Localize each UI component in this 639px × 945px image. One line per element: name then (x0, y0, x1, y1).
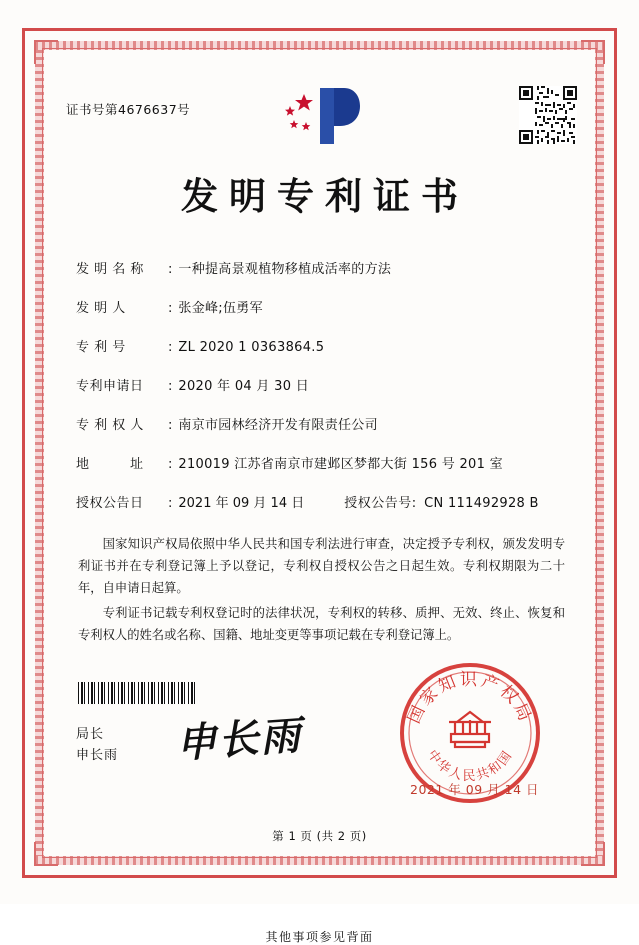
field-colon-2: : (411, 496, 417, 511)
corner-ornament-top-left (34, 40, 58, 64)
paragraph-2: 专利证书记载专利权登记时的法律状况，专利权的转移、质押、无效、终止、恢复和专利权人的姓名或名称、国籍、地址变更等事项记载在专利登记簿上。 (78, 606, 565, 642)
field-label: 专 利 权 人 (76, 418, 144, 433)
field-colon: : (168, 496, 173, 511)
qr-code-icon (519, 86, 577, 144)
cnipa-logo-icon (274, 84, 366, 148)
director-name-label: 申长雨 (76, 748, 119, 763)
field-value: 一种提高景观植物移植成活率的方法 (178, 262, 392, 277)
field-row-patent-number (76, 336, 571, 355)
field-label: 地 址 (76, 457, 144, 472)
corner-ornament-bottom-right (581, 842, 605, 866)
barcode (78, 682, 196, 704)
field-label: 发 明 名 称 (76, 262, 144, 277)
field-row-application-date (76, 375, 571, 394)
certificate-fields (58, 258, 581, 511)
field-row-invention-name (76, 258, 571, 277)
field-colon: : (168, 379, 173, 394)
paragraph-1: 国家知识产权局依照中华人民共和国专利法进行审查，决定授予专利权，颁发发明专利证书并在专利登记簿上予以登记，专利权自授权公告之日起生效。专利权期限为二十年，自申请日起算。 (78, 537, 565, 595)
page-indicator: 第 1 页 (共 2 页) (272, 829, 367, 843)
field-row-grant-announcement (76, 492, 571, 511)
field-value: 210019 江苏省南京市建邺区梦都大街 156 号 201 室 (178, 457, 503, 472)
field-row-address (76, 453, 571, 472)
handwritten-signature: 申长雨 (174, 711, 304, 768)
field-value: 南京市园林经济开发有限责任公司 (178, 418, 378, 433)
field-row-inventor (76, 297, 571, 316)
field-value: 张金峰;伍勇军 (178, 301, 263, 316)
certificate-content (58, 62, 581, 944)
legal-text (58, 533, 581, 646)
field-colon: : (168, 457, 173, 472)
field-label: 专利申请日 (76, 379, 144, 394)
field-colon: : (168, 418, 173, 433)
field-colon: : (168, 340, 173, 355)
corner-ornament-bottom-left (34, 842, 58, 866)
field-colon: : (168, 301, 173, 316)
field-colon: : (168, 262, 173, 277)
field-value-grant-date: 2021 年 09 月 14 日 (178, 496, 305, 511)
seal-date: 2021 年 09 月 14 日 (410, 782, 539, 797)
director-role-label: 局长 (76, 727, 105, 742)
svg-text:中华人民共和国: 中华人民共和国 (423, 747, 517, 784)
field-value: 2020 年 04 月 30 日 (178, 379, 310, 394)
field-value: ZL 2020 1 0363864.5 (178, 340, 325, 355)
certificate-header (58, 62, 581, 152)
field-row-patentee (76, 414, 571, 433)
footnote: 其他事项参见背面 (265, 930, 374, 944)
certificate-number: 证书号第4676637号 (66, 102, 191, 117)
field-label: 发 明 人 (76, 301, 126, 316)
corner-ornament-top-right (581, 40, 605, 64)
field-label-grant-date: 授权公告日 (76, 496, 144, 511)
svg-text:国家知识产权局: 国家知识产权局 (404, 670, 536, 727)
field-value-grant-number: CN 111492928 B (424, 496, 539, 511)
signature-block (76, 711, 304, 768)
page-title: 发明专利证书 (181, 175, 469, 218)
field-label: 专 利 号 (76, 340, 126, 355)
field-label-grant-number: 授权公告号 (344, 496, 412, 511)
